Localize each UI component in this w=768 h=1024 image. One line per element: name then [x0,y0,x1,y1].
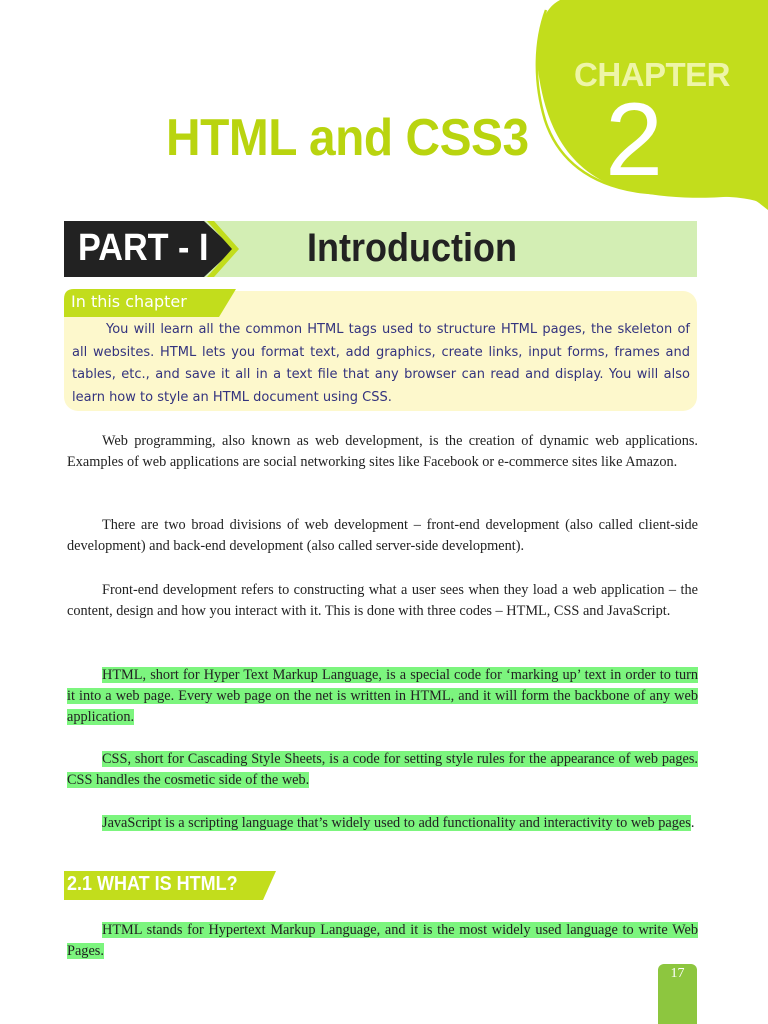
chapter-label: CHAPTER [574,56,731,93]
part-header-bar [64,221,697,277]
in-this-chapter-label: In this chapter [71,292,187,311]
paragraph-css [67,749,698,791]
paragraph-divisions: There are two broad divisions of web development – front-end development (also called client-side development) and back-end development (also called server-side development). [67,517,698,554]
paragraph-web-programming: Web programming, also known as web development, is the creation of dynamic web applications. Examples of web applications are social networking sites like Facebook or e-commerce sites like Amazon. [67,433,698,470]
part-label: PART - I [78,227,209,269]
highlight-css: CSS, short for Cascading Style Sheets, is a code for setting style rules for the appearance of web pages. CSS handles the cosmetic side of the web. [67,751,698,788]
page-number: 17 [670,966,685,981]
highlight-html-stands-for: HTML stands for Hypertext Markup Language, and it is the most widely used language to write Web Pages. [67,922,698,959]
paragraph-html [67,665,698,728]
trailing-period: . [690,815,695,831]
chapter-title: HTML and CSS3 [166,109,529,167]
chapter-number: 2 [605,82,663,198]
paragraph-front-end: Front-end development refers to constructing what a user sees when they load a web application – the content, design and how you interact with it. This is done with three codes – HTML, CSS and JavaScript. [67,582,698,619]
highlight-html: HTML, short for Hyper Text Markup Language, is a special code for ‘marking up’ text in order to turn it into a web page. Every web page on the net is written in HTML, and it will form the backbone of any web application. [67,667,698,725]
paragraph-javascript [67,813,698,834]
in-this-chapter-label-wrap [64,289,236,317]
paragraph-html-stands-for [67,920,698,962]
section-heading-wrap [64,871,276,900]
page-number-tab [658,964,697,1024]
section-heading: 2.1 WHAT IS HTML? [67,873,238,895]
part-title: Introduction [307,226,517,270]
in-this-chapter-text: You will learn all the common HTML tags used to structure HTML pages, the skeleton of all websites. HTML lets you format text, add graphics, create links, input forms, frames and tables, etc., and save it all in a text file that any browser can read and display. You will also learn how to style an HTML document using CSS. [72,322,690,406]
highlight-javascript: JavaScript is a scripting language that’s widely used to add functionality and interactivity to web pages [102,815,691,831]
